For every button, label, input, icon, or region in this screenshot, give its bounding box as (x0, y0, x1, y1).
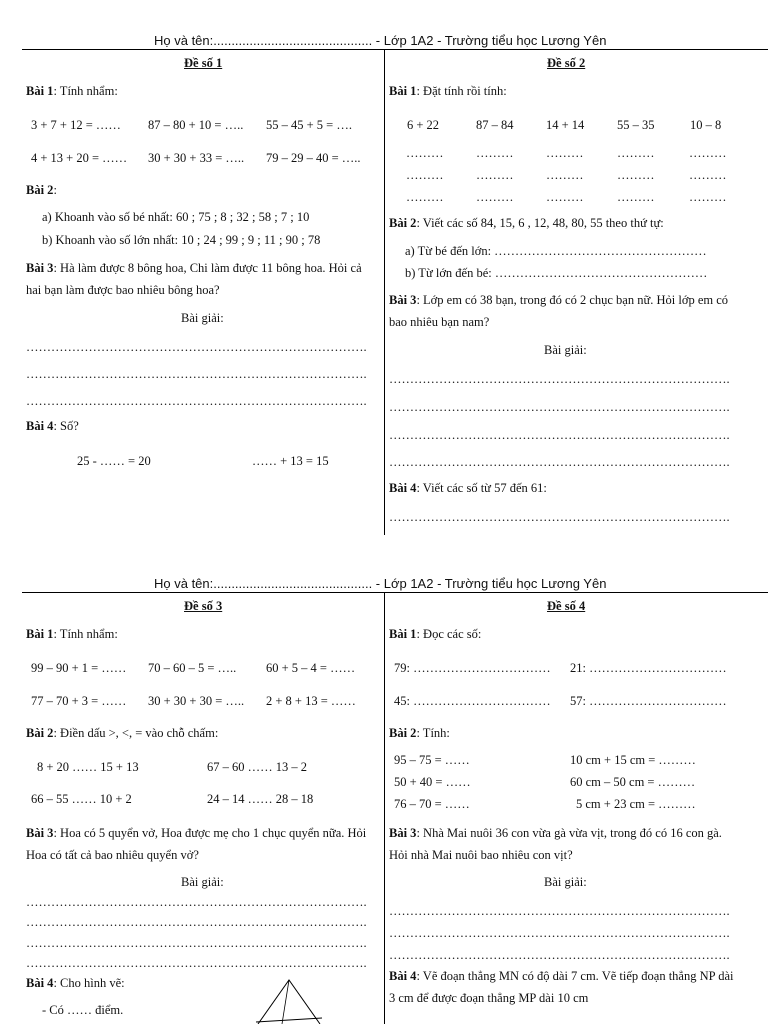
de2-b1-item: 6 + 22 (407, 118, 440, 132)
de4-b1-item[interactable]: 79: …………………………… (394, 661, 551, 675)
de1-answer-line[interactable]: ………………………………………………………………………. (26, 367, 367, 381)
de1-b3-line2: hai bạn làm được bao nhiêu bông hoa? (26, 283, 220, 297)
de4-bai4: Bài 4: Vẽ đoạn thẳng MN có độ dài 7 cm. Vẽ tiếp đoạn thẳng NP dài (389, 969, 734, 983)
de2-b1-blank[interactable]: ……… (546, 190, 584, 204)
de4-bai1: Bài 1: Đọc các số: (389, 627, 482, 641)
de2-b1-blank[interactable]: ……… (689, 146, 727, 160)
de2-b1-item: 87 – 84 (476, 118, 514, 132)
de1-b1-item: 79 – 29 – 40 = ….. (266, 151, 361, 165)
de4-b2-item: 5 cm + 23 cm = ……… (576, 797, 696, 811)
de1-b1-item: 30 + 30 + 33 = ….. (148, 151, 245, 165)
de3-answer-line[interactable]: ………………………………………………………………………. (26, 915, 367, 929)
de2-b1-blank[interactable]: ……… (617, 190, 655, 204)
de3-b2-item: 24 – 14 …… 28 – 18 (207, 792, 314, 806)
de2-bai4: Bài 4: Viết các số từ 57 đến 61: (389, 481, 547, 495)
de1-b1-item: 55 – 45 + 5 = …. (266, 118, 352, 132)
de3-b2-item: 8 + 20 …… 15 + 13 (37, 760, 139, 774)
de1-bai3: Bài 3: Hà làm được 8 bông hoa, Chi làm được 11 bông hoa. Hỏi cả (26, 261, 362, 275)
de1-b2-b: b) Khoanh vào số lớn nhất: 10 ; 24 ; 99 ; 9 ; 11 ; 90 ; 78 (42, 233, 321, 247)
de2-bai2: Bài 2: Viết các số 84, 15, 6 , 12, 48, 80, 55 theo thứ tự: (389, 216, 664, 230)
sheet1-header: Họ và tên:............................................ - Lớp 1A2 - Trường tiểu học Lương Yên (154, 33, 607, 48)
de1-bai2: Bài 2: (26, 183, 57, 197)
de2-b1-blank[interactable]: ……… (689, 190, 727, 204)
de3-title: Đề số 3 (184, 599, 223, 613)
de3-b4-item: - Có …… điểm. (42, 1003, 124, 1017)
de3-answer-line[interactable]: ………………………………………………………………………. (26, 936, 367, 950)
de1-b3-solution-label: Bài giải: (181, 311, 224, 325)
de1-b1-item: 3 + 7 + 12 = …… (31, 118, 121, 132)
de2-b1-blank[interactable]: ……… (546, 146, 584, 160)
de3-bai1: Bài 1: Tính nhẩm: (26, 627, 118, 641)
de3-b2-item: 67 – 60 …… 13 – 2 (207, 760, 307, 774)
de4-b2-item: 50 + 40 = …… (394, 775, 471, 789)
de2-answer-line[interactable]: ………………………………………………………………………. (389, 428, 730, 442)
de2-b1-blank[interactable]: ……… (546, 168, 584, 182)
de4-b2-item: 76 – 70 = …… (394, 797, 470, 811)
de2-b1-blank[interactable]: ……… (617, 146, 655, 160)
de2-b1-item: 55 – 35 (617, 118, 655, 132)
de4-answer-line[interactable]: ………………………………………………………………………. (389, 926, 730, 940)
de4-b4-line2: 3 cm để được đoạn thẳng MP dài 10 cm (389, 991, 589, 1005)
de2-title: Đề số 2 (547, 56, 586, 70)
de2-answer-line[interactable]: ………………………………………………………………………. (389, 372, 730, 386)
de3-b1-item: 30 + 30 + 30 = ….. (148, 694, 245, 708)
de2-b1-blank[interactable]: ……… (406, 190, 444, 204)
de4-b2-item: 95 – 75 = …… (394, 753, 470, 767)
de3-b1-item: 70 – 60 – 5 = ….. (148, 661, 237, 675)
de1-bai1: Bài 1: Tính nhẩm: (26, 84, 118, 98)
de1-b1-item: 87 – 80 + 10 = ….. (148, 118, 244, 132)
de2-b3-solution-label: Bài giải: (544, 343, 587, 357)
de1-bai4: Bài 4: Số? (26, 419, 79, 433)
de2-b1-blank[interactable]: ……… (476, 146, 514, 160)
de1-b1-item: 4 + 13 + 20 = …… (31, 151, 128, 165)
de2-b1-blank[interactable]: ……… (476, 168, 514, 182)
de2-b2-b[interactable]: b) Từ lớn đến bé: …………………………………………… (405, 266, 708, 280)
de4-b2-item: 60 cm – 50 cm = ……… (570, 775, 696, 789)
de2-bai3: Bài 3: Lớp em có 38 bạn, trong đó có 2 chục bạn nữ. Hỏi lớp em có (389, 293, 729, 307)
de3-b3-line2: Hoa có tất cả bao nhiêu quyển vở? (26, 848, 199, 862)
de2-b1-blank[interactable]: ……… (617, 168, 655, 182)
de3-b1-item: 2 + 8 + 13 = …… (266, 694, 356, 708)
de4-bai3: Bài 3: Nhà Mai nuôi 36 con vừa gà vừa vịt, trong đó có 16 con gà. (389, 826, 722, 840)
de3-answer-line[interactable]: ………………………………………………………………………. (26, 956, 367, 970)
de4-b1-item[interactable]: 21: …………………………… (570, 661, 727, 675)
de1-b2-a: a) Khoanh vào số bé nhất: 60 ; 75 ; 8 ; 32 ; 58 ; 7 ; 10 (42, 210, 310, 224)
sheet2-header: Họ và tên:............................................ - Lớp 1A2 - Trường tiểu học Lương Yên (154, 576, 607, 591)
de3-bai4: Bài 4: Cho hình vẽ: (26, 976, 125, 990)
de2-answer-line[interactable]: ………………………………………………………………………. (389, 510, 730, 524)
de2-b1-blank[interactable]: ……… (406, 146, 444, 160)
de1-b4-item: …… + 13 = 15 (252, 454, 329, 468)
de4-b1-item[interactable]: 45: …………………………… (394, 694, 551, 708)
sheet2-header-rule (22, 592, 768, 593)
de4-answer-line[interactable]: ………………………………………………………………………. (389, 904, 730, 918)
de2-b1-blank[interactable]: ……… (689, 168, 727, 182)
de1-title: Đề số 1 (184, 56, 223, 70)
de2-bai1: Bài 1: Đặt tính rồi tính: (389, 84, 507, 98)
de1-answer-line[interactable]: ………………………………………………………………………. (26, 394, 367, 408)
de2-b3-line2: bao nhiêu bạn nam? (389, 315, 490, 329)
de1-b4-item: 25 - …… = 20 (77, 454, 151, 468)
de3-b3-solution-label: Bài giải: (181, 875, 224, 889)
de4-b2-item: 10 cm + 15 cm = ……… (570, 753, 696, 767)
de2-b1-blank[interactable]: ……… (406, 168, 444, 182)
de4-b1-item[interactable]: 57: …………………………… (570, 694, 727, 708)
de1-answer-line[interactable]: ………………………………………………………………………. (26, 340, 367, 354)
de3-b2-item: 66 – 55 …… 10 + 2 (31, 792, 132, 806)
de4-answer-line[interactable]: ………………………………………………………………………. (389, 948, 730, 962)
de4-b3-solution-label: Bài giải: (544, 875, 587, 889)
triangle-figure (248, 976, 330, 1024)
sheet1-header-rule (22, 49, 768, 50)
de2-answer-line[interactable]: ………………………………………………………………………. (389, 400, 730, 414)
sheet2-divider (384, 593, 385, 1024)
de3-b1-item: 60 + 5 – 4 = …… (266, 661, 356, 675)
de2-answer-line[interactable]: ………………………………………………………………………. (389, 455, 730, 469)
de4-b3-line2: Hỏi nhà Mai nuôi bao nhiêu con vịt? (389, 848, 573, 862)
de3-b1-item: 77 – 70 + 3 = …… (31, 694, 127, 708)
de2-b1-blank[interactable]: ……… (476, 190, 514, 204)
de2-b1-item: 10 – 8 (690, 118, 722, 132)
de3-b1-item: 99 – 90 + 1 = …… (31, 661, 127, 675)
sheet1-divider (384, 50, 385, 535)
de2-b1-item: 14 + 14 (546, 118, 585, 132)
de4-bai2: Bài 2: Tính: (389, 726, 450, 740)
de2-b2-a[interactable]: a) Từ bé đến lớn: …………………………………………… (405, 244, 707, 258)
de3-bai3: Bài 3: Hoa có 5 quyển vở, Hoa được mẹ cho 1 chục quyển nữa. Hỏi (26, 826, 367, 840)
de4-title: Đề số 4 (547, 599, 586, 613)
de3-bai2: Bài 2: Điền dấu >, <, = vào chỗ chấm: (26, 726, 219, 740)
de3-answer-line[interactable]: ………………………………………………………………………. (26, 895, 367, 909)
